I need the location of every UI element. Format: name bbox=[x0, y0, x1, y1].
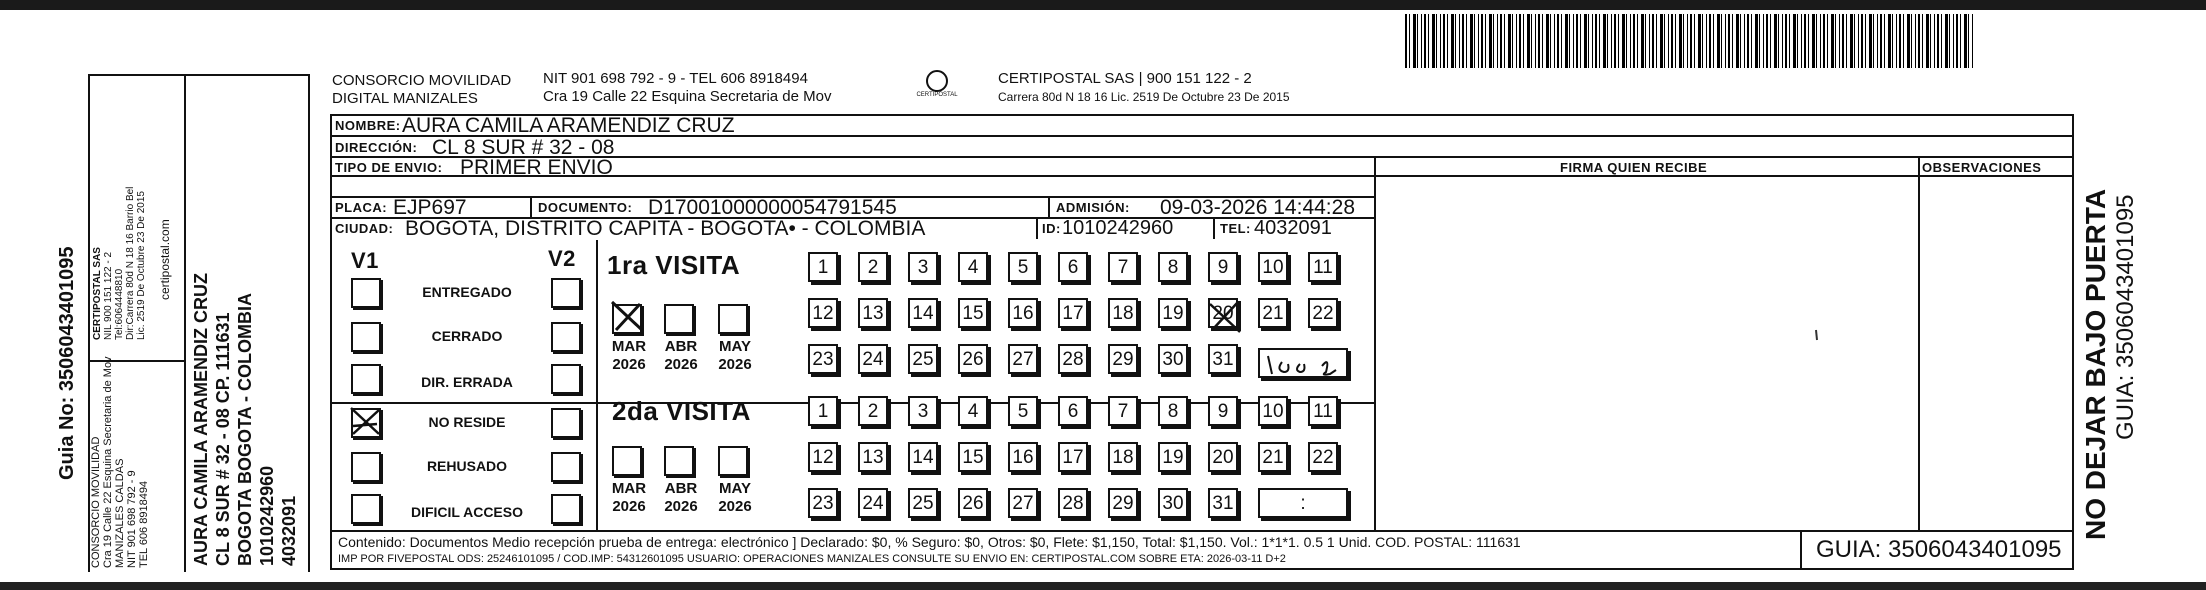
stub-border-top bbox=[88, 74, 310, 76]
id-divider bbox=[1036, 217, 1038, 239]
second-visit-day-22[interactable]: 22 bbox=[1308, 442, 1338, 472]
first-visit-day-19[interactable]: 19 bbox=[1158, 298, 1188, 328]
nombre-label: NOMBRE: bbox=[335, 118, 401, 133]
first-visit-day-4[interactable]: 4 bbox=[958, 252, 988, 282]
v1-rehusado-checkbox[interactable] bbox=[351, 452, 381, 482]
status-cerrado: CERRADO bbox=[431, 328, 503, 344]
sender-details: NIT 901 698 792 - 9 - TEL 606 8918494 Cra 19 Calle 22 Esquina Secretaria de Mov bbox=[543, 70, 832, 105]
direccion-label: DIRECCIÓN: bbox=[335, 140, 418, 155]
first-visit-day-26[interactable]: 26 bbox=[958, 344, 988, 374]
second-visit-day-19[interactable]: 19 bbox=[1158, 442, 1188, 472]
id-label: ID: bbox=[1042, 221, 1061, 236]
second-visit-day-26[interactable]: 26 bbox=[958, 488, 988, 518]
second-visit-mar-checkbox[interactable] bbox=[612, 446, 642, 476]
id-value: 1010242960 bbox=[1062, 217, 1174, 239]
v2-dificil-acceso-checkbox[interactable] bbox=[551, 494, 581, 524]
x-mark-icon bbox=[349, 404, 383, 438]
first-visit-day-22[interactable]: 22 bbox=[1308, 298, 1338, 328]
v1-cerrado-checkbox[interactable] bbox=[351, 322, 381, 352]
stub-certipostal-block: CERTIPOSTAL SAS NIL 900 151 122 - 2 Tel:6064448810 Dir:Carrera 80d N 18 16 Barrio Bel Lic. 2519 De Octubre 23 De 2015 bbox=[92, 186, 147, 340]
barcode bbox=[1405, 14, 1975, 68]
second-visit-abr-label: ABR 2026 bbox=[664, 480, 698, 515]
firma-label: FIRMA QUIEN RECIBE bbox=[1560, 160, 1708, 175]
second-visit-may-label: MAY 2026 bbox=[718, 480, 752, 515]
first-visit-day-21[interactable]: 21 bbox=[1258, 298, 1288, 328]
first-visit-day-28[interactable]: 28 bbox=[1058, 344, 1088, 374]
stub-recipient-block: AURA CAMILA ARAMENDIZ CRUZ CL 8 SUR # 32 - 08 CP. 111631 BOGOTA BOGOTA - COLOMBIA 1010242960 4032091 bbox=[191, 273, 299, 566]
first-visit-divider bbox=[596, 240, 598, 402]
second-visit-day-20[interactable]: 20 bbox=[1208, 442, 1238, 472]
first-visit-day-18[interactable]: 18 bbox=[1108, 298, 1138, 328]
stub-guia-number: Guia No: 3506043401095 bbox=[56, 246, 78, 480]
obs-divider bbox=[1918, 156, 1920, 532]
scan-bottom-edge bbox=[0, 582, 2206, 590]
first-visit-day-13[interactable]: 13 bbox=[858, 298, 888, 328]
first-visit-day-14[interactable]: 14 bbox=[908, 298, 938, 328]
first-visit-mar-label: MAR 2026 bbox=[611, 338, 647, 373]
second-visit-day-12[interactable]: 12 bbox=[808, 442, 838, 472]
first-visit-day-30[interactable]: 30 bbox=[1158, 344, 1188, 374]
status-entregado: ENTREGADO bbox=[422, 284, 512, 300]
first-visit-day-23[interactable]: 23 bbox=[808, 344, 838, 374]
placa-value: EJP697 bbox=[393, 196, 467, 219]
second-visit-day-13[interactable]: 13 bbox=[858, 442, 888, 472]
stub-border-mid bbox=[184, 74, 186, 572]
stray-mark-icon bbox=[1812, 328, 1822, 342]
v1-dificil-acceso-checkbox[interactable] bbox=[351, 494, 381, 524]
first-visit-day-6[interactable]: 6 bbox=[1058, 252, 1088, 282]
first-visit-day-31[interactable]: 31 bbox=[1208, 344, 1238, 374]
ciudad-value: BOGOTA, DISTRITO CAPITA - BOGOTA• - COLOMBIA bbox=[405, 217, 926, 240]
no-dejar-bajo-puerta: NO DEJAR BAJO PUERTA bbox=[2080, 188, 2111, 540]
ciudad-label: CIUDAD: bbox=[335, 221, 394, 236]
second-visit-day-27[interactable]: 27 bbox=[1008, 488, 1038, 518]
stub-border-right bbox=[308, 74, 310, 572]
first-visit-day-2[interactable]: 2 bbox=[858, 252, 888, 282]
second-visit-day-7[interactable]: 7 bbox=[1108, 396, 1138, 426]
documento-value: D17001000000054791545 bbox=[648, 196, 897, 219]
certipostal-logo: CERTIPOSTAL bbox=[915, 70, 959, 98]
footer-guia: GUIA: 3506043401095 bbox=[1816, 536, 2062, 563]
status-no-reside: NO RESIDE bbox=[428, 414, 506, 430]
first-visit-may-checkbox[interactable] bbox=[718, 304, 748, 334]
v1-header: V1 bbox=[351, 248, 379, 273]
first-visit-title: 1ra VISITA bbox=[607, 250, 741, 280]
tel-label: TEL: bbox=[1220, 221, 1251, 236]
tipo-envio-label: TIPO DE ENVIO: bbox=[335, 160, 443, 175]
second-visit-day-9[interactable]: 9 bbox=[1208, 396, 1238, 426]
second-visit-day-21[interactable]: 21 bbox=[1258, 442, 1288, 472]
certipostal-company: CERTIPOSTAL SAS | 900 151 122 - 2 Carrera 80d N 18 16 Lic. 2519 De Octubre 23 De 2015 bbox=[998, 70, 1290, 104]
form-frame bbox=[330, 114, 2074, 570]
admision-label: ADMISIÓN: bbox=[1056, 200, 1130, 215]
tel-value: 4032091 bbox=[1254, 217, 1332, 239]
first-visit-day-16[interactable]: 16 bbox=[1008, 298, 1038, 328]
status-dificil-acceso: DIFICIL ACCESO bbox=[410, 504, 523, 520]
second-visit-day-5[interactable]: 5 bbox=[1008, 396, 1038, 426]
first-visit-may-label: MAY 2026 bbox=[718, 338, 752, 373]
status-dir-errada: DIR. ERRADA bbox=[421, 374, 513, 390]
v2-no-reside-checkbox[interactable] bbox=[551, 408, 581, 438]
first-visit-abr-label: ABR 2026 bbox=[664, 338, 698, 373]
v1-no-reside-checkbox[interactable] bbox=[351, 408, 381, 438]
handwritten-x-icon bbox=[1206, 298, 1248, 338]
footer-guia-divider bbox=[1800, 530, 1802, 570]
admision-value: 09-03-2026 14:44:28 bbox=[1160, 196, 1355, 219]
footer-content-line: Contenido: Documentos Medio recepción prueba de entrega: electrónico ] Declarado: $0, % Seguro: $0, Otros: $0, Flete: $1,150, Total: $1,150. Vol.: 1*1*1. 0.5 1 Unid. COD. POSTAL: 111631 bbox=[338, 534, 1521, 550]
second-visit-mar-label: MAR 2026 bbox=[611, 480, 647, 515]
second-visit-day-31[interactable]: 31 bbox=[1208, 488, 1238, 518]
second-visit-divider bbox=[596, 404, 598, 530]
first-visit-day-1[interactable]: 1 bbox=[808, 252, 838, 282]
sender-company: CONSORCIO MOVILIDAD DIGITAL MANIZALES bbox=[332, 72, 512, 107]
first-visit-day-29[interactable]: 29 bbox=[1108, 344, 1138, 374]
side-guia: GUIA: 3506043401095 bbox=[2112, 194, 2139, 440]
stub-certipostal-url: certipostal.com bbox=[158, 219, 172, 300]
second-visit-day-6[interactable]: 6 bbox=[1058, 396, 1088, 426]
first-visit-mar-checkbox[interactable] bbox=[612, 304, 642, 334]
second-visit-day-2[interactable]: 2 bbox=[858, 396, 888, 426]
second-visit-day-14[interactable]: 14 bbox=[908, 442, 938, 472]
v2-header: V2 bbox=[548, 246, 576, 271]
second-visit-day-16[interactable]: 16 bbox=[1008, 442, 1038, 472]
second-visit-day-30[interactable]: 30 bbox=[1158, 488, 1188, 518]
first-visit-time-box[interactable] bbox=[1258, 348, 1348, 378]
scan-top-edge bbox=[0, 0, 2206, 10]
second-visit-day-11[interactable]: 11 bbox=[1308, 396, 1338, 426]
second-visit-day-25[interactable]: 25 bbox=[908, 488, 938, 518]
first-visit-day-27[interactable]: 27 bbox=[1008, 344, 1038, 374]
footer-line bbox=[330, 530, 2074, 532]
v2-entregado-checkbox[interactable] bbox=[551, 278, 581, 308]
v1-dir-errada-checkbox[interactable] bbox=[351, 364, 381, 394]
v2-rehusado-checkbox[interactable] bbox=[551, 452, 581, 482]
second-visit-title: 2da VISITA bbox=[612, 396, 751, 426]
stub-sender-block: CONSORCIO MOVILIDAD Cra 19 Calle 22 Esquina Secretaria de Mov MANIZALES CALDAS NIT 901 698 792 - 9 TEL 606 8918494 bbox=[90, 356, 150, 568]
first-visit-abr-checkbox[interactable] bbox=[664, 304, 694, 334]
first-visit-day-25[interactable]: 25 bbox=[908, 344, 938, 374]
x-mark-icon bbox=[610, 300, 648, 334]
first-visit-day-9[interactable]: 9 bbox=[1208, 252, 1238, 282]
second-visit-day-4[interactable]: 4 bbox=[958, 396, 988, 426]
direccion-value: CL 8 SUR # 32 - 08 bbox=[432, 136, 615, 159]
second-visit-day-17[interactable]: 17 bbox=[1058, 442, 1088, 472]
first-visit-day-24[interactable]: 24 bbox=[858, 344, 888, 374]
first-visit-day-17[interactable]: 17 bbox=[1058, 298, 1088, 328]
second-visit-day-23[interactable]: 23 bbox=[808, 488, 838, 518]
first-visit-day-20[interactable]: 20 bbox=[1208, 298, 1238, 328]
v1-entregado-checkbox[interactable] bbox=[351, 278, 381, 308]
second-visit-day-8[interactable]: 8 bbox=[1158, 396, 1188, 426]
second-visit-time-box[interactable]: : bbox=[1258, 488, 1348, 518]
tel-divider bbox=[1213, 217, 1215, 239]
first-visit-day-3[interactable]: 3 bbox=[908, 252, 938, 282]
nombre-value: AURA CAMILA ARAMENDIZ CRUZ bbox=[402, 114, 735, 137]
first-visit-day-8[interactable]: 8 bbox=[1158, 252, 1188, 282]
observaciones-label: OBSERVACIONES bbox=[1922, 160, 2042, 175]
second-visit-day-1[interactable]: 1 bbox=[808, 396, 838, 426]
second-visit-day-18[interactable]: 18 bbox=[1108, 442, 1138, 472]
second-visit-day-29[interactable]: 29 bbox=[1108, 488, 1138, 518]
second-visit-day-3[interactable]: 3 bbox=[908, 396, 938, 426]
second-visit-may-checkbox[interactable] bbox=[718, 446, 748, 476]
documento-label: DOCUMENTO: bbox=[538, 200, 633, 215]
second-visit-day-15[interactable]: 15 bbox=[958, 442, 988, 472]
placa-divider bbox=[530, 196, 532, 218]
first-visit-day-5[interactable]: 5 bbox=[1008, 252, 1038, 282]
handwritten-time-icon bbox=[1260, 350, 1346, 378]
v2-dir-errada-checkbox[interactable] bbox=[551, 364, 581, 394]
first-visit-day-10[interactable]: 10 bbox=[1258, 252, 1288, 282]
first-visit-day-11[interactable]: 11 bbox=[1308, 252, 1338, 282]
v2-cerrado-checkbox[interactable] bbox=[551, 322, 581, 352]
first-visit-day-7[interactable]: 7 bbox=[1108, 252, 1138, 282]
status-rehusado: REHUSADO bbox=[426, 458, 508, 474]
second-visit-day-10[interactable]: 10 bbox=[1258, 396, 1288, 426]
firma-divider bbox=[1374, 156, 1376, 532]
tipo-envio-value: PRIMER ENVIO bbox=[460, 156, 613, 179]
second-visit-abr-checkbox[interactable] bbox=[664, 446, 694, 476]
second-visit-day-28[interactable]: 28 bbox=[1058, 488, 1088, 518]
footer-print-line: IMP POR FIVEPOSTAL ODS: 25246101095 / COD.IMP: 54312601095 USUARIO: OPERACIONES MANIZALES CONSULTE SU ENVIO EN: CERTIPOSTAL.COM SOBRE ETA: 2026-03-11 D+2 bbox=[338, 553, 1286, 565]
first-visit-day-15[interactable]: 15 bbox=[958, 298, 988, 328]
admision-divider bbox=[1048, 196, 1050, 218]
second-visit-day-24[interactable]: 24 bbox=[858, 488, 888, 518]
first-visit-day-12[interactable]: 12 bbox=[808, 298, 838, 328]
placa-label: PLACA: bbox=[335, 200, 388, 215]
